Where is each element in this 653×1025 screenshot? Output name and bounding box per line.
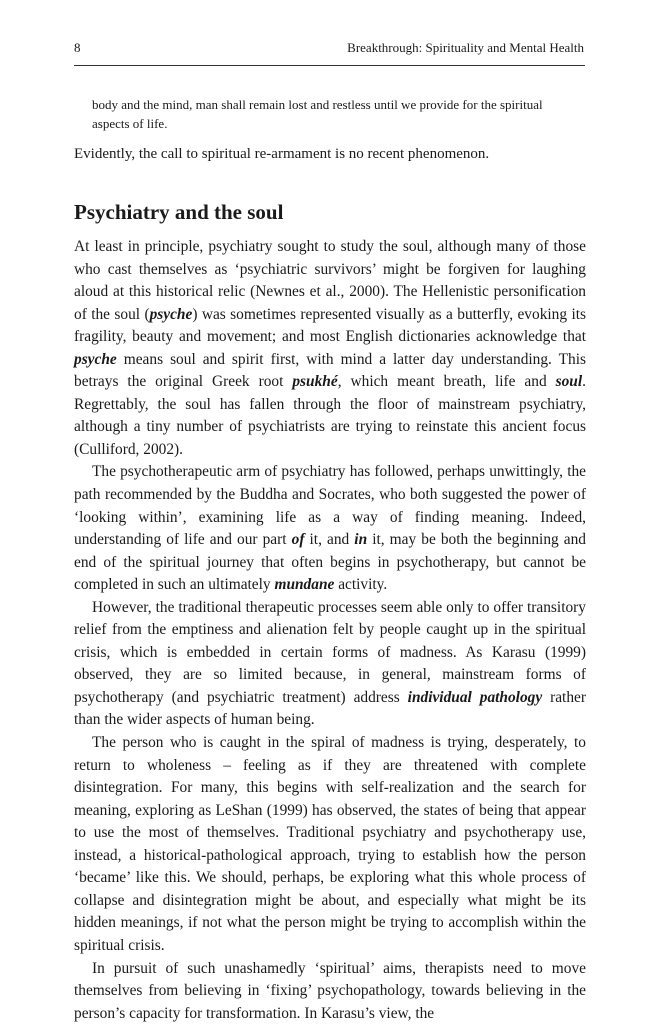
paragraph-4: The person who is caught in the spiral of madness is trying, desperately, to return to wholeness – feeling as if they are threatened with complete disintegration. For many, this begins with self-realization and the search for meaning, exploring as LeShan (1999) has observed, the states of being that appear to use the most of themselves. Traditional psychiatry and psychotherapy use, instead, a historical-pathological approach, trying to establish how the person ‘became’ like this. We should, perhaps, be exploring what this whole process of collapse and disintegration might be about, and especially what might be its hidden meanings, if not what the person might be trying to accomplish within the spiritual crisis. <box>74 732 586 957</box>
paragraph-5: In pursuit of such unashamedly ‘spiritual’ aims, therapists need to move themselves from believing in ‘fixing’ psychopathology, towards believing in the person’s capacity for transformation. In Karasu’s view, the <box>74 958 586 1025</box>
body-text <box>74 236 586 1025</box>
page-number: 8 <box>74 40 81 56</box>
paragraph-2: The psychotherapeutic arm of psychiatry has followed, perhaps unwittingly, the path recommended by the Buddha and Socrates, who both suggested the power of ‘looking within’, examining life as a way of finding meaning. Indeed, understanding of life and our part of it, and in it, may be both the beginning and end of the spiritual journey that often begins in psychotherapy, but cannot be completed in such an ultimately mundane activity. <box>74 461 586 596</box>
block-quote: body and the mind, man shall remain lost and restless until we provide for the spiritual aspects of life. <box>92 95 572 133</box>
running-title: Breakthrough: Spirituality and Mental Health <box>347 40 584 56</box>
intro-paragraph: Evidently, the call to spiritual re-armament is no recent phenomenon. <box>74 143 586 166</box>
running-header <box>74 40 584 62</box>
paragraph-1: At least in principle, psychiatry sought to study the soul, although many of those who cast themselves as ‘psychiatric survivors’ might be forgiven for laughing aloud at this historical relic (Newnes et al., 2000). The Hellenistic personification of the soul (psyche) was sometimes represented visually as a butterfly, evoking its fragility, beauty and movement; and most English dictionaries acknowledge that psyche means soul and spirit first, with mind a latter day understanding. This betrays the original Greek root psukhé, which meant breath, life and soul. Regrettably, the soul has fallen through the floor of mainstream psychiatry, although a tiny number of psychiatrists are trying to reinstate this ancient focus (Culliford, 2002). <box>74 236 586 461</box>
section-heading: Psychiatry and the soul <box>74 200 283 225</box>
paragraph-3: However, the traditional therapeutic processes seem able only to offer transitory relief from the emptiness and alienation felt by people caught up in the spiritual crisis, which is embedded in certain forms of madness. As Karasu (1999) observed, they are so limited because, in general, mainstream forms of psychotherapy (and psychiatric treatment) address individual pathology rather than the wider aspects of human being. <box>74 597 586 732</box>
header-rule <box>74 65 585 66</box>
